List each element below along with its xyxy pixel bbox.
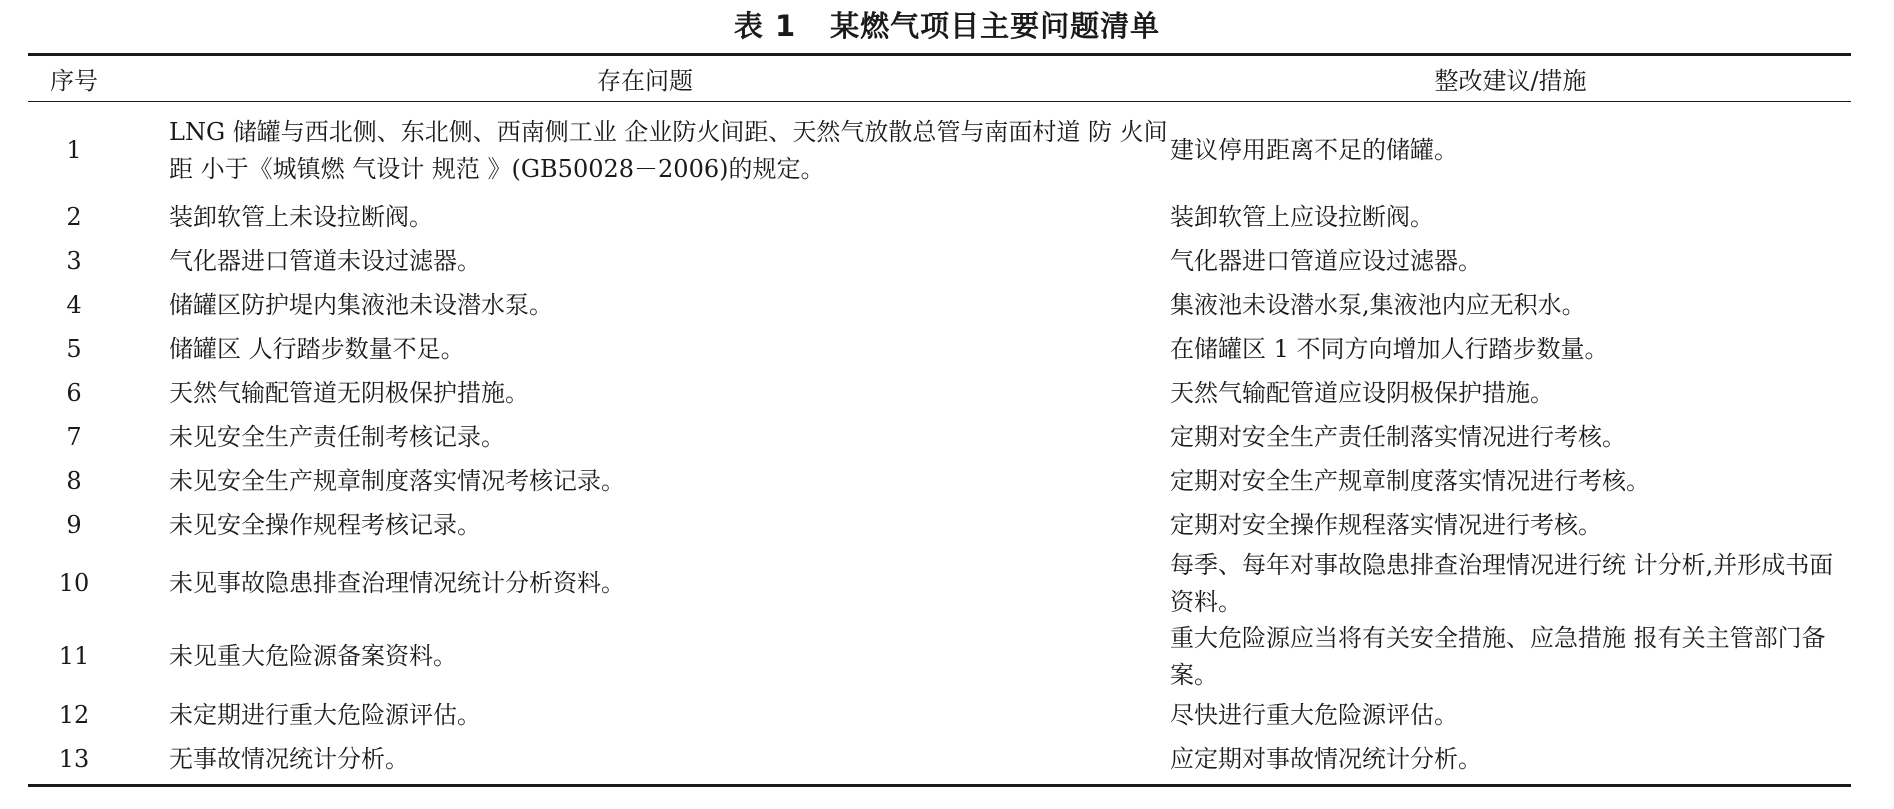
table-row: [28, 693, 1851, 737]
row-fix: 建议停用距离不足的储罐。: [1170, 136, 1458, 164]
row-index: 9: [66, 510, 82, 539]
row-problem: 无事故情况统计分析。: [169, 744, 409, 773]
row-fix: 重大危险源应当将有关安全措施、应急措施 报有关主管部门备案。: [1170, 623, 1826, 689]
row-index: 11: [58, 642, 90, 670]
table-row: [28, 106, 1851, 195]
row-fix: 定期对安全生产规章制度落实情况进行考核。: [1170, 466, 1650, 495]
row-problem: 未见安全生产规章制度落实情况考核记录。: [169, 466, 625, 495]
table-header-row: [28, 56, 1851, 102]
row-fix: 集液池未设潜水泵,集液池内应无积水。: [1170, 290, 1586, 319]
table-row: [28, 620, 1851, 693]
table-row: [28, 415, 1851, 459]
table-caption: [0, 6, 1894, 46]
row-problem: 未见事故隐患排查治理情况统计分析资料。: [169, 569, 625, 597]
row-index: 3: [66, 246, 82, 275]
row-fix: 尽快进行重大危险源评估。: [1170, 700, 1458, 729]
row-index: 8: [66, 466, 82, 495]
row-problem: 装卸软管上未设拉断阀。: [169, 202, 433, 231]
row-index: 1: [66, 136, 82, 164]
table-row: [28, 239, 1851, 283]
row-problem: 未见重大危险源备案资料。: [169, 642, 457, 670]
row-problem: 储罐区防护堤内集液池未设潜水泵。: [169, 290, 553, 319]
header-fix: 整改建议/措施: [1434, 67, 1587, 95]
row-fix: 定期对安全操作规程落实情况进行考核。: [1170, 510, 1602, 539]
row-index: 6: [66, 378, 82, 407]
row-problem: 未见安全生产责任制考核记录。: [169, 422, 505, 451]
row-index: 2: [66, 202, 82, 231]
row-problem: LNG 储罐与西北侧、东北侧、西南侧工业 企业防火间距、天然气放散总管与南面村道 防 火间距 小于《城镇燃 气设计 规范 》(GB50028－2006)的规定。: [169, 117, 1168, 183]
row-fix: 应定期对事故情况统计分析。: [1170, 744, 1482, 773]
row-problem: 未定期进行重大危险源评估。: [169, 700, 481, 729]
table-row: [28, 459, 1851, 503]
table-number: 表 1: [733, 9, 797, 43]
table-row: [28, 371, 1851, 415]
table-row: [28, 737, 1851, 781]
row-fix: 定期对安全生产责任制落实情况进行考核。: [1170, 422, 1626, 451]
row-index: 7: [66, 422, 82, 451]
row-index: 10: [58, 569, 90, 597]
table-body: [28, 102, 1851, 784]
row-problem: 气化器进口管道未设过滤器。: [169, 246, 481, 275]
row-index: 13: [58, 744, 90, 773]
row-index: 12: [58, 700, 90, 729]
table-row: [28, 327, 1851, 371]
row-fix: 每季、每年对事故隐患排查治理情况进行统 计分析,并形成书面资料。: [1170, 550, 1834, 616]
row-index: 5: [66, 334, 82, 363]
row-fix: 在储罐区 1 不同方向增加人行踏步数量。: [1170, 334, 1609, 363]
table-title: 某燃气项目主要问题清单: [830, 9, 1161, 43]
row-fix: 气化器进口管道应设过滤器。: [1170, 246, 1482, 275]
row-problem: 天然气输配管道无阴极保护措施。: [169, 378, 529, 407]
header-problem: 存在问题: [597, 67, 693, 95]
table-row: [28, 283, 1851, 327]
row-fix: 装卸软管上应设拉断阀。: [1170, 202, 1434, 231]
row-problem: 未见安全操作规程考核记录。: [169, 510, 481, 539]
issues-table: [28, 53, 1851, 787]
header-index: 序号: [50, 67, 98, 95]
table-row: [28, 503, 1851, 547]
row-index: 4: [66, 290, 82, 319]
table-row: [28, 547, 1851, 620]
row-problem: 储罐区 人行踏步数量不足。: [169, 334, 465, 363]
row-fix: 天然气输配管道应设阴极保护措施。: [1170, 378, 1554, 407]
table-row: [28, 195, 1851, 239]
